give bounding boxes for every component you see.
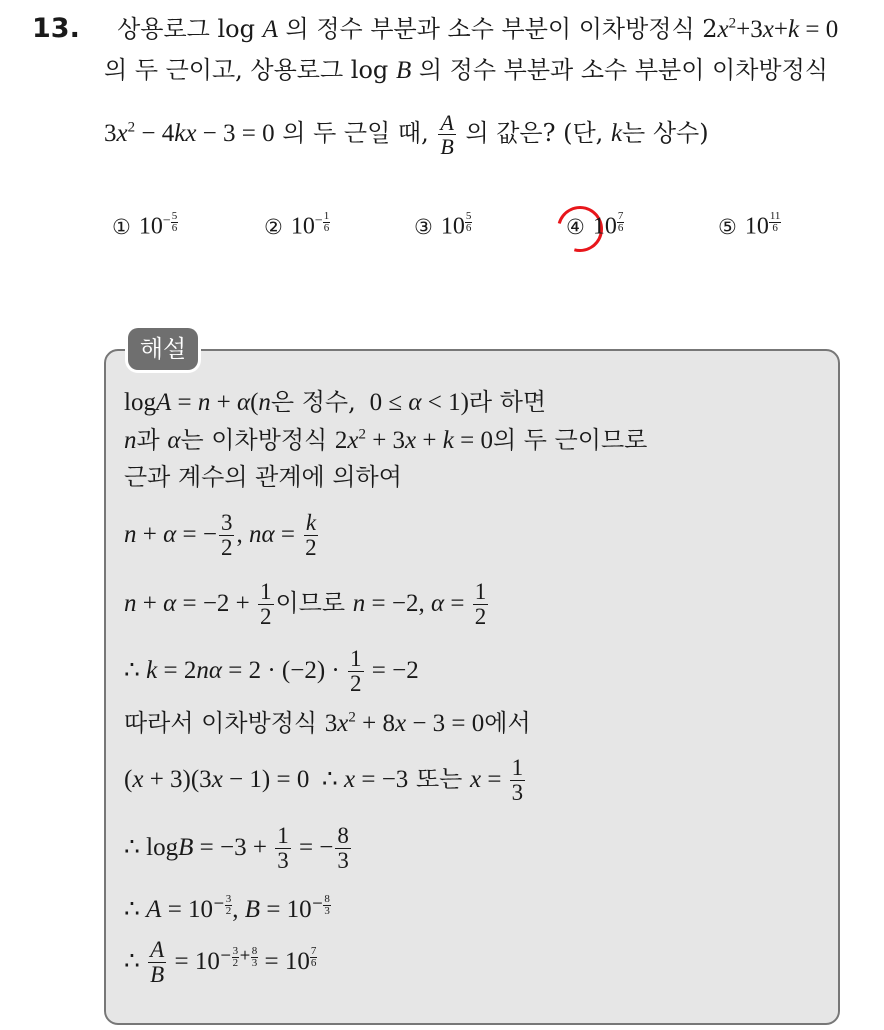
- solution-line-9: ∴ logB = −3 + $\frac{1}{3}$ = − $\frac{8}{3}$: [124, 822, 349, 873]
- solution-line-4: n + α = − $\frac{3}{2}$ , nα = $\frac{k}{2}$: [124, 509, 317, 560]
- solution-line-1: logA = n + α(n은 정수, 0 ≤ α < 1)라 하면: [124, 388, 547, 416]
- question-number: 13.: [32, 13, 80, 44]
- question-line-1: 13. 상용로그 log A 의 정수 부분과 소수 부분이 이차방정식 $2x^2+3x+k = 0$: [32, 13, 839, 44]
- choice-4[interactable]: ④ 10 $\frac{7}{6}$: [566, 210, 624, 240]
- solution-line-2: n과 α는 이차방정식 $2x^2 + 3x + k = 0$의 두 근이므로: [124, 426, 648, 454]
- solution-line-8: (x + 3)(3x − 1) = 0 ∴ x = −3 또는 x = $\frac{1}{3}$: [124, 754, 524, 805]
- choice-2[interactable]: ② 10− $\frac{1}{6}$: [264, 210, 330, 240]
- choice-3[interactable]: ③ 10 $\frac{5}{6}$: [414, 210, 472, 240]
- solution-tag: 해설: [128, 328, 198, 370]
- choice-1[interactable]: ① 10− $\frac{5}{6}$: [112, 210, 178, 240]
- question-line-3: $3x^2 - 4kx - 3 = 0$ 의 두 근일 때, $\frac{A}{B}$ 의 값은? (단, k는 상수): [104, 110, 709, 160]
- fraction-a-over-b: $\frac{A}{B}$: [440, 110, 454, 160]
- solution-line-10: ∴ A = 10− $\frac{3}{2}$ , B = 10− $\frac{8}{3}$: [124, 893, 330, 923]
- solution-line-11: ∴ $\frac{A}{B}$ = 10− $\frac{3}{2}$ + $\frac{8}{3}$ = 10 $\frac{7}{6}$: [124, 936, 317, 987]
- question-line-2: 의 두 근이고, 상용로그 log B 의 정수 부분과 소수 부분이 이차방정식: [104, 56, 828, 84]
- solution-line-6: ∴ k = 2nα = 2 · (−2) · $\frac{1}{2}$ = −2: [124, 645, 419, 696]
- choice-5[interactable]: ⑤ 10 $\frac{11}{6}$: [718, 210, 781, 240]
- solution-line-3: 근과 계수의 관계에 의하여: [124, 463, 402, 491]
- solution-line-7: 따라서 이차방정식 $3x^2 + 8x - 3 = 0$에서: [124, 709, 531, 737]
- solution-line-5: n + α = −2 + $\frac{1}{2}$ 이므로 n = −2, α = $\frac{1}{2}$: [124, 578, 487, 629]
